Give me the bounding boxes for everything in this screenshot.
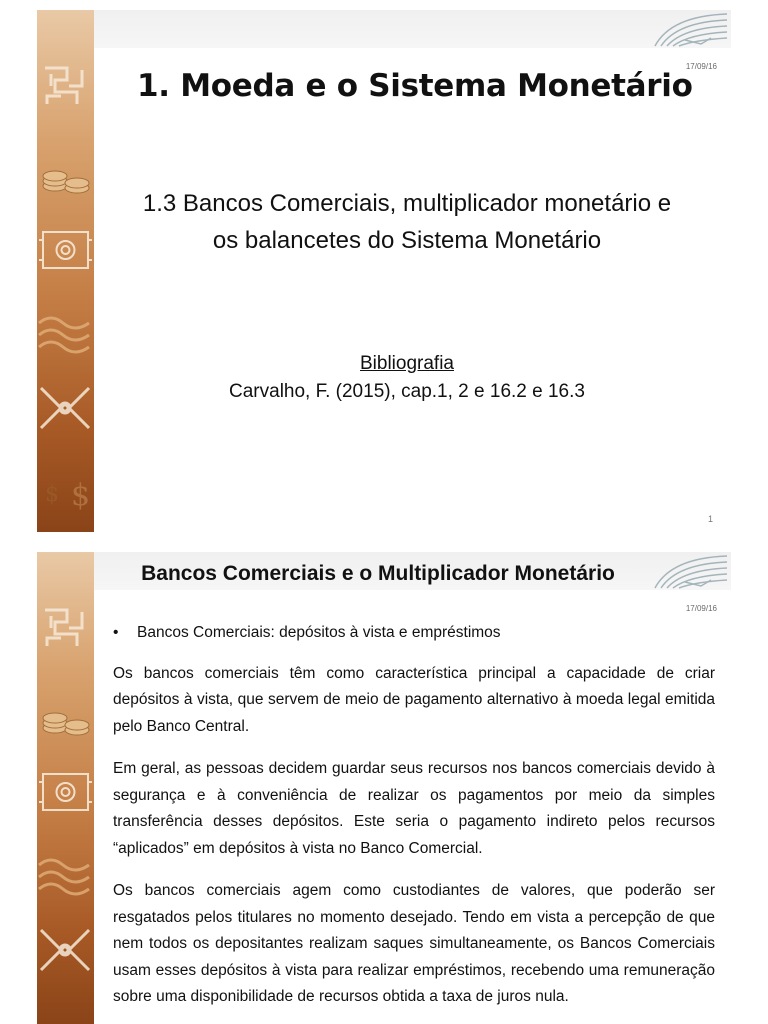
slide-date: 17/09/16 <box>685 604 717 613</box>
slide-subtitle: 1.3 Bancos Comerciais, multiplicador monetário e os balancetes do Sistema Monetário <box>142 190 672 254</box>
maze-pattern-icon <box>37 602 94 658</box>
bullet-text: Bancos Comerciais: depósitos à vista e empréstimos <box>137 624 501 641</box>
bullet-icon: • <box>113 624 119 641</box>
wave-pattern-icon <box>37 305 94 361</box>
svg-text:$: $ <box>71 478 91 513</box>
coins-icon <box>37 692 94 748</box>
paragraph: Os bancos comerciais têm como característica principal a capacidade de criar depósitos à vista, que servem de meio de pagamento alternativo à moeda legal emitida pelo Banco Central. <box>113 664 715 735</box>
ornament-frame-icon <box>37 222 94 278</box>
diagonal-weave-icon <box>37 380 94 436</box>
slide-1 <box>37 10 731 532</box>
paragraph: Os bancos comerciais agem como custodiantes de valores, que poderão ser resgatados pelos titulares no momento desejado. Tendo em vista a percepção de que nem todos os depositantes realizam saques simultaneamente, os Bancos Comerciais usam esses depósitos à vista para realizar empréstimos, recebendo uma remuneração sobre uma disponibilidade de recursos obtida a taxa de juros nula. <box>113 882 715 1005</box>
ornament-frame-icon <box>37 764 94 820</box>
maze-pattern-icon <box>37 60 94 116</box>
slide-date: 17/09/16 <box>685 62 717 71</box>
corner-ornament-icon <box>651 10 731 48</box>
bibliography-heading: Bibliografia <box>360 353 454 374</box>
slide-title: Bancos Comerciais e o Multiplicador Monetário <box>141 562 615 585</box>
corner-ornament-icon <box>651 552 731 590</box>
coins-icon <box>37 150 94 206</box>
slide-number: 1 <box>707 514 713 524</box>
wave-pattern-icon <box>37 847 94 903</box>
bibliography-block <box>137 350 677 406</box>
decorative-left-bar <box>37 10 94 532</box>
bullet-item <box>113 620 715 647</box>
slide-title: 1. Moeda e o Sistema Monetário <box>137 68 693 104</box>
slide-2 <box>37 552 731 1024</box>
decorative-left-bar <box>37 552 94 1024</box>
dollar-sign-icon <box>37 465 94 521</box>
bibliography-reference: Carvalho, F. (2015), cap.1, 2 e 16.2 e 16.3 <box>229 381 585 402</box>
paragraph: Em geral, as pessoas decidem guardar seus recursos nos bancos comerciais devido à segurança e à conveniência de realizar os pagamentos por meio da simples transferência desses depósitos. Este seria o pagamento indireto pelos recursos “aplicados” em depósitos à vista no Banco Comercial. <box>113 760 715 857</box>
svg-text:$: $ <box>45 482 59 507</box>
header-band <box>94 10 731 48</box>
slide-body <box>113 620 715 1024</box>
diagonal-weave-icon <box>37 922 94 978</box>
